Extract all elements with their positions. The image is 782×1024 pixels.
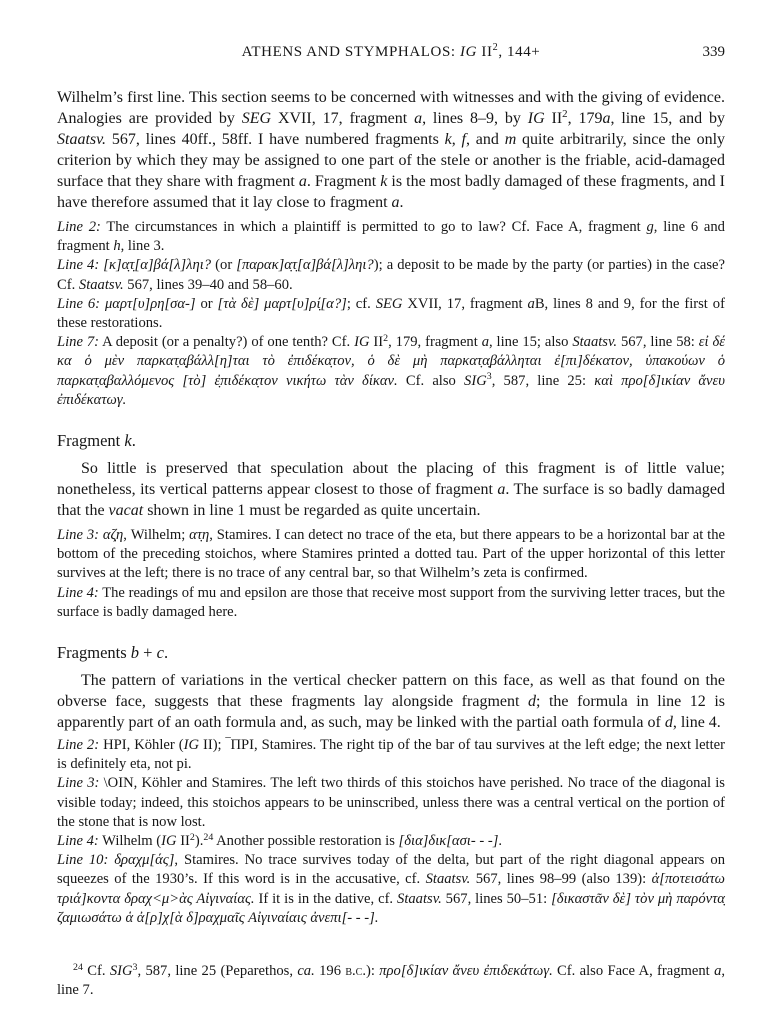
note-line-3: Line 3: \ΟΙΝ, Köhler and Stamires. The left two thirds of this stoichos have perished. No trace of the diagonal is visible today; indeed, this stoichos appears to be uninscribed, unless there was a central vertical on the portion of the stone that is now lost.: [57, 775, 725, 830]
text-column: [57, 0, 725, 1000]
note-line-2: Line 2: ΗΡΙ, Köhler (IG II); ‾ΠΡΙ, Stamires. The right tip of the bar of tau survives at the left edge; the next letter is definitely eta, not pi.: [57, 737, 725, 773]
page-number: 339: [702, 44, 725, 60]
intro-paragraph: Wilhelm’s first line. This section seems to be concerned with witnesses and with the giving of evidence. Analogies are provided by SEG XVII, 17, fragment a, lines 8–9, by IG $II^2$, 179a, line 15, and by Staatsv. 567, lines 40ff., 58ff. I have numbered fragments k, f, and m quite arbitrarily, since the only criterion by which they may be assigned to one part of the stele or another is the friable, acid-damaged surface that they share with fragment a. Fragment k is the most badly damaged of these fragments, and I have therefore assumed that it lay close to fragment a.: [57, 89, 726, 211]
note-line-4: Line 4: Wilhelm (IG $II^2).^{24}$ Another possible restoration is [δια]δικ[ασι- - -].: [57, 831, 503, 850]
footnote-24: $^{24}$ Cf. SIG$^3$, 587, line 25 (Peparethos, ca. 196 b.c.): προ[δ]ικίαν ἄνευ ἐπιδεκάτωγ. Cf. also Face A, fragment a, line 7.: [57, 961, 726, 999]
note-line-6: Line 6: μαρτ[υ]ρη[σα-] or [τὰ δὲ] μαρτ[υ]ρί̣[α?]; cf. SEG XVII, 17, fragment aB, lines 8 and 9, for the first of these restorations.: [57, 295, 725, 332]
note-line-4: Line 4: [κ]α̣τ̣[α]βά[λ]ληι? (or [παρακ]α̣τ̣[α]βά[λ]ληι?); a deposit to be made by the party (or parties) in the case? Cf. Staatsv. 567, lines 39–40 and 58–60.: [57, 257, 725, 293]
running-header: [57, 0, 725, 61]
intro-notes: [57, 218, 725, 410]
note-line-10: Line 10: δ̣ραχμ[άς], Stamires. No trace survives today of the delta, but part of the right diagonal appears on squeezes of the 1930’s. If this word is in the accusative, cf. Staatsv. 567, lines 98–99 (also 139): ἀ[ποτεισάτω τριά]κοντα δραχ<μ>ὰς Αἰγιναίας. If it is in the dative, cf. Staatsv. 567, lines 50–51: [δικαστᾶν δὲ] τὸν μὴ παρόντα̣ ζαμιωσάτω ἁ ἀ[ρ]χ[ὰ δ]ραχμαῖς Αἰγιναίαις ἀνεπι[- - -].: [57, 852, 725, 926]
fragment-k-paragraph: So little is preserved that speculation about the placing of this fragment is of little value; nonetheless, its vertical patterns appear closest to those of fragment a. The surface is so badly damaged that the vacat shown in line 1 must be regarded as quite uncertain.: [57, 460, 726, 520]
note-line-7: Line 7: A deposit (or a penalty?) of one tenth? Cf. IG $II^2$, 179, fragment a, line 15; also Staatsv. 567, line 58: εἰ δέ κα ὁ μὲν παρκατ̣α̣βάλλ[η]ται τὸ ἐπιδέκα̣τον, ὁ δὲ μὴ παρκατ̣α̣βάλληται ἐ[πι]δέκατον, ὑπακούων ὁ παρκατ̣α̣βαλλόμενος [τὸ] ἐ̣πιδέκα̣τον νικήτω τὰν δίκαν. Cf. also SIG$^3$, 587, line 25: καὶ προ[δ]ικίαν ἄνευ ἐπιδέκατωγ.: [57, 332, 725, 408]
fragments-bc-paragraph: The pattern of variations in the vertical checker pattern on this face, as well as that found on the obverse face, suggests that these fragments lay alongside fragment d; the formula in line 12 is apparently part of an oath formula and, as such, may be linked with the partial oath formula of d, line 4.: [57, 672, 726, 732]
note-line-2: Line 2: The circumstances in which a plaintiff is permitted to go to law? Cf. Face A, fragment g, line 6 and fragment h, line 3.: [57, 219, 725, 255]
fragment-k-notes: [57, 526, 725, 622]
note-line-3: Line 3: αζ̣η, Wilhelm; ατ̣η, Stamires. I can detect no trace of the eta, but there appears to be a horizontal bar at the bottom of the preceding stoichos, where Stamires printed a dotted tau. Part of the upper horizontal of this letter survives at the left; there is no trace of any central bar, so that Wilhelm’s zeta is confirmed.: [57, 527, 725, 582]
fragments-bc-heading: Fragments b + c.: [57, 643, 169, 663]
note-line-4: Line 4: The readings of mu and epsilon are those that receive most support from the surviving letter traces, but the surface is badly damaged here.: [57, 584, 725, 620]
fragments-bc-notes: [57, 736, 725, 928]
fragment-k-heading: Fragment k.: [57, 431, 136, 451]
running-head-title: ATHENS AND STYMPHALOS: IG $II^2$, 144+: [241, 42, 541, 60]
